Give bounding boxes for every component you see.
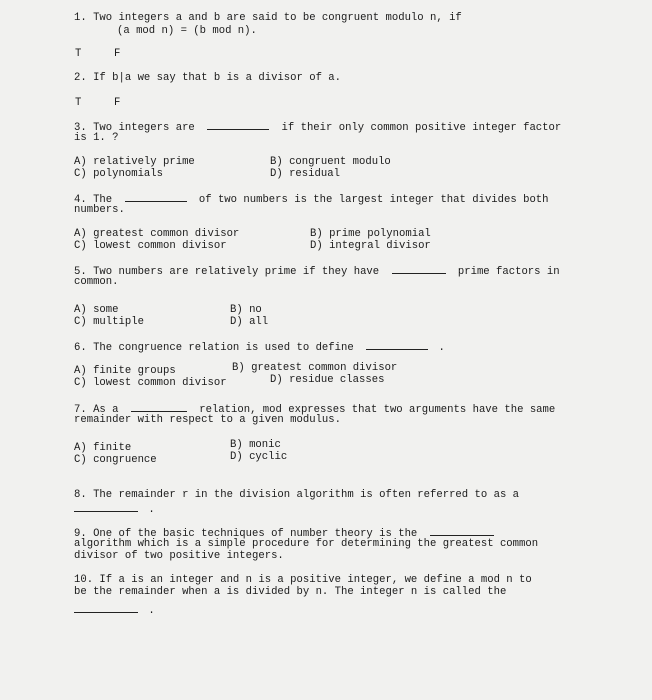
- q5-text: [74, 264, 560, 278]
- q4-text-pre: 4. The: [74, 194, 113, 206]
- q10-answer-line: [74, 603, 155, 617]
- q9-text-pre: 9. One of the basic techniques of number theory is the: [74, 528, 418, 540]
- q10-answer-blank[interactable]: [74, 603, 138, 613]
- q6-option-c[interactable]: C) lowest common divisor: [74, 377, 227, 389]
- q10-text-line2: be the remainder when a is divided by n. The integer n is called the: [74, 586, 507, 598]
- q7-answer-blank[interactable]: [131, 402, 187, 412]
- q5-option-a[interactable]: A) some: [74, 304, 119, 316]
- q5-option-d[interactable]: D) all: [230, 316, 269, 328]
- q7-option-a[interactable]: A) finite: [74, 442, 132, 454]
- q4-answer-blank[interactable]: [125, 192, 187, 202]
- q8-answer-blank[interactable]: [74, 502, 138, 512]
- q5-option-c[interactable]: C) multiple: [74, 316, 144, 328]
- q3-answer-blank[interactable]: [207, 120, 269, 130]
- q7-text-pre: 7. As a: [74, 404, 119, 416]
- q4-text-continued: numbers.: [74, 204, 125, 216]
- q9-text-line2: algorithm which is a simple procedure for determining the greatest common: [74, 538, 539, 550]
- q2-option-true[interactable]: T: [75, 97, 82, 109]
- q6-text-pre: 6. The congruence relation is used to define: [74, 342, 354, 354]
- q1-option-true[interactable]: T: [75, 48, 82, 60]
- q3-text-post: if their only common positive integer factor: [281, 122, 562, 134]
- q6-option-a[interactable]: A) finite groups: [74, 365, 176, 377]
- q5-option-b[interactable]: B) no: [230, 304, 262, 316]
- q9-text-line3: divisor of two positive integers.: [74, 550, 284, 562]
- q1-text-continued: (a mod n) = (b mod n).: [117, 25, 257, 37]
- q3-option-c[interactable]: C) polynomials: [74, 168, 164, 180]
- q5-text-continued: common.: [74, 276, 119, 288]
- q4-text: [74, 192, 549, 206]
- q1-text: 1. Two integers a and b are said to be congruent modulo n, if: [74, 12, 462, 24]
- q3-text-continued: is 1. ?: [74, 132, 119, 144]
- q7-text-post: relation, mod expresses that two arguments have the same: [199, 404, 556, 416]
- q4-option-a[interactable]: A) greatest common divisor: [74, 228, 240, 240]
- q7-option-d[interactable]: D) cyclic: [230, 451, 288, 463]
- q2-text: 2. If b|a we say that b is a divisor of a.: [74, 72, 342, 84]
- q3-option-b[interactable]: B) congruent modulo: [270, 156, 391, 168]
- q8-text: 8. The remainder r in the division algorithm is often referred to as a: [74, 489, 520, 501]
- q3-option-a[interactable]: A) relatively prime: [74, 156, 195, 168]
- q3-text-pre: 3. Two integers are: [74, 122, 195, 134]
- q4-option-b[interactable]: B) prime polynomial: [310, 228, 431, 240]
- q4-option-c[interactable]: C) lowest common divisor: [74, 240, 227, 252]
- q9-answer-blank[interactable]: [430, 526, 494, 536]
- q6-option-b[interactable]: B) greatest common divisor: [232, 362, 398, 374]
- q10-text-post: .: [148, 605, 155, 617]
- q6-text-post: .: [438, 342, 445, 354]
- q7-option-c[interactable]: C) congruence: [74, 454, 157, 466]
- q6-answer-blank[interactable]: [366, 340, 428, 350]
- q7-text-continued: remainder with respect to a given modulus.: [74, 414, 342, 426]
- q3-text: [74, 120, 561, 134]
- q7-option-b[interactable]: B) monic: [230, 439, 281, 451]
- q4-option-d[interactable]: D) integral divisor: [310, 240, 431, 252]
- q5-text-pre: 5. Two numbers are relatively prime if they have: [74, 266, 380, 278]
- q5-answer-blank[interactable]: [392, 264, 446, 274]
- q1-option-false[interactable]: F: [114, 48, 121, 60]
- q2-option-false[interactable]: F: [114, 97, 121, 109]
- q6-option-d[interactable]: D) residue classes: [270, 374, 385, 386]
- q4-text-post: of two numbers is the largest integer that divides both: [198, 194, 549, 206]
- q3-option-d[interactable]: D) residual: [270, 168, 340, 180]
- q8-answer-line: [74, 502, 155, 516]
- q8-text-post: .: [148, 504, 155, 516]
- q6-text: [74, 340, 445, 354]
- q10-text: 10. If a is an integer and n is a positive integer, we define a mod n to: [74, 574, 532, 586]
- q5-text-post: prime factors in: [457, 266, 560, 278]
